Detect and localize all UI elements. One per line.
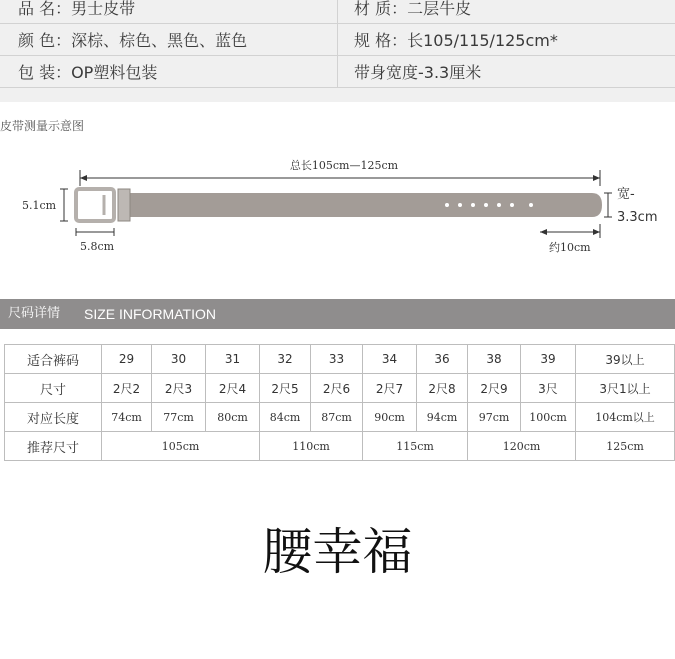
buckle-height-label: 5.1cm — [22, 199, 57, 212]
row-label-waist: 适合裤码 — [5, 345, 102, 374]
table-cell: 94cm — [417, 403, 468, 432]
spec-row — [0, 58, 675, 88]
size-table — [4, 344, 675, 461]
table-cell: 33 — [311, 345, 363, 374]
size-header-cn: 尺码详情 — [8, 306, 61, 321]
table-cell: 36 — [417, 345, 468, 374]
table-cell: 2尺7 — [363, 374, 417, 403]
table-cell: 87cm — [311, 403, 363, 432]
diagram-title: 皮带测量示意图 — [0, 119, 85, 133]
buckle-icon — [76, 189, 114, 221]
spec-row — [0, 26, 675, 56]
spec-row — [0, 0, 675, 24]
row-label-length: 对应长度 — [5, 403, 102, 432]
table-row — [5, 374, 675, 403]
table-cell: 30 — [152, 345, 206, 374]
spec-material: 材 质：二层牛皮 — [354, 0, 472, 18]
table-cell: 38 — [468, 345, 521, 374]
table-cell: 125cm — [576, 432, 675, 461]
table-cell: 77cm — [152, 403, 206, 432]
spec-size-spec: 规 格：长105/115/125cm* — [354, 31, 558, 50]
table-cell: 100cm — [521, 403, 576, 432]
spec-belt-width: 带身宽度-3.3厘米 — [354, 63, 482, 82]
table-row — [5, 432, 675, 461]
table-row — [5, 403, 675, 432]
table-cell: 2尺6 — [311, 374, 363, 403]
table-cell: 29 — [102, 345, 152, 374]
size-header-en: SIZE INFORMATION — [84, 306, 216, 322]
table-cell: 115cm — [363, 432, 468, 461]
belt-keeper — [118, 189, 130, 221]
table-cell: 39以上 — [576, 345, 675, 374]
table-cell: 110cm — [260, 432, 363, 461]
width-label-2: 3.3cm — [617, 210, 658, 225]
width-label-1: 宽- — [617, 187, 635, 202]
table-cell: 2尺2 — [102, 374, 152, 403]
table-cell: 80cm — [206, 403, 260, 432]
table-cell: 120cm — [468, 432, 576, 461]
row-label-chi: 尺寸 — [5, 374, 102, 403]
table-cell: 2尺8 — [417, 374, 468, 403]
total-length-label: 总长105cm—125cm — [289, 159, 399, 172]
table-cell: 34 — [363, 345, 417, 374]
table-cell: 97cm — [468, 403, 521, 432]
table-cell: 74cm — [102, 403, 152, 432]
tail-length-label: 约10cm — [549, 241, 591, 254]
table-cell: 2尺5 — [260, 374, 311, 403]
table-cell: 84cm — [260, 403, 311, 432]
row-label-recommend: 推荐尺寸 — [5, 432, 102, 461]
size-info-header — [0, 299, 675, 329]
table-cell: 32 — [260, 345, 311, 374]
spec-packaging: 包 装：OP塑料包装 — [18, 63, 158, 82]
table-row — [5, 345, 675, 374]
table-cell: 3尺 — [521, 374, 576, 403]
table-cell: 2尺4 — [206, 374, 260, 403]
spec-product-name: 品 名：男士皮带 — [18, 0, 136, 18]
table-cell: 90cm — [363, 403, 417, 432]
table-cell: 39 — [521, 345, 576, 374]
buckle-width-label: 5.8cm — [80, 240, 115, 253]
table-cell: 3尺1以上 — [576, 374, 675, 403]
spec-colors: 颜 色：深棕、棕色、黑色、蓝色 — [18, 31, 248, 50]
table-cell: 2尺9 — [468, 374, 521, 403]
table-cell: 31 — [206, 345, 260, 374]
spec-panel — [0, 0, 675, 102]
table-cell: 105cm — [102, 432, 260, 461]
belt-diagram — [0, 140, 675, 270]
arrow-head-right-icon — [593, 175, 600, 181]
footer-slogan: 腰幸福 — [262, 523, 413, 581]
table-cell: 2尺3 — [152, 374, 206, 403]
table-cell: 104cm以上 — [576, 403, 675, 432]
arrow-head-left-icon — [80, 175, 87, 181]
